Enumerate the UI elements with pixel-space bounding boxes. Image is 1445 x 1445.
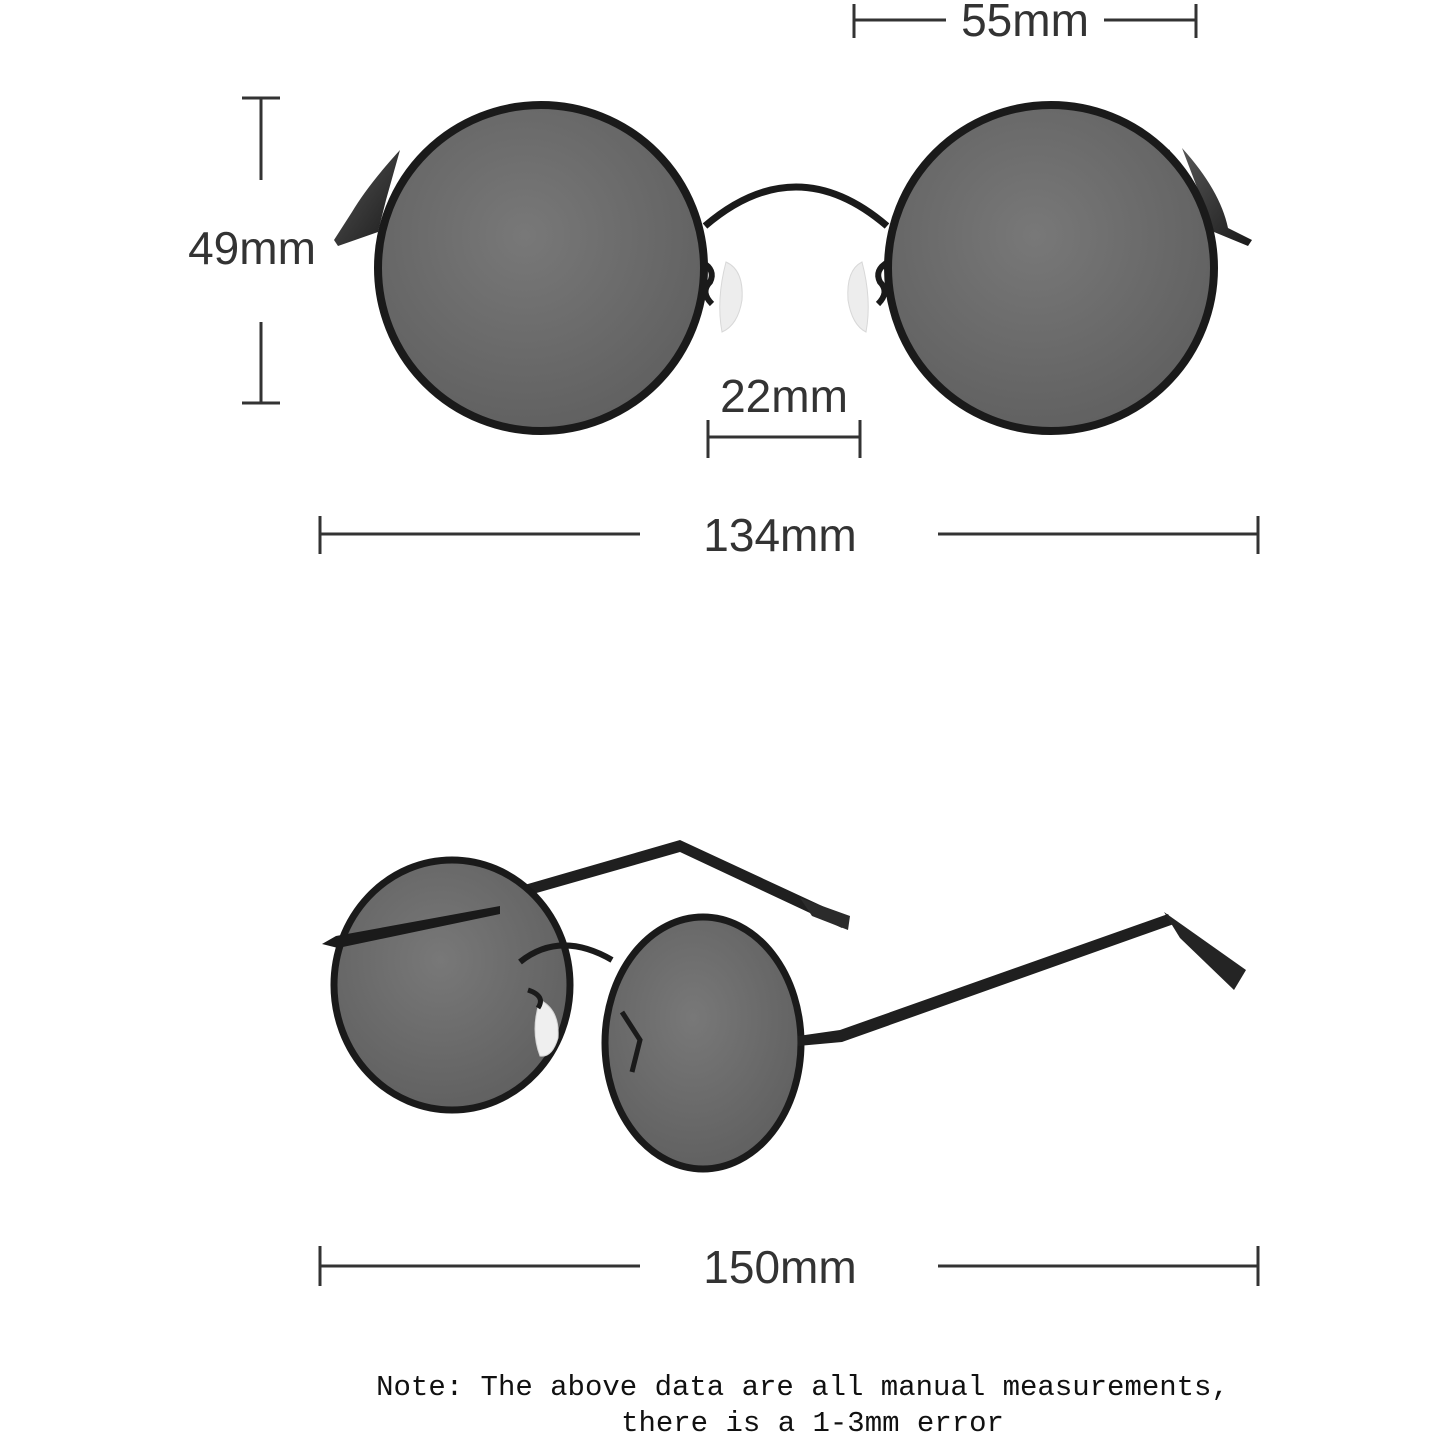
- near-temple: [798, 914, 1174, 1046]
- measurement-note-line-2: there is a 1-3mm error: [621, 1407, 1004, 1440]
- right-nose-pad: [848, 262, 868, 332]
- lens-height-label: 49mm: [188, 222, 316, 274]
- side-right-lens: [605, 917, 801, 1169]
- near-temple-tip: [1164, 912, 1246, 990]
- left-lens: [378, 105, 704, 431]
- temple-length-label: 150mm: [703, 1241, 857, 1293]
- side-view-glasses: [322, 840, 1246, 1169]
- bridge: [705, 187, 887, 226]
- lens-width-label: 55mm: [961, 0, 1089, 46]
- side-left-lens: [334, 860, 570, 1110]
- bridge-width-dimension: [708, 420, 860, 458]
- bridge-width-label: 22mm: [720, 370, 848, 422]
- far-temple-tip: [800, 898, 850, 930]
- measurement-note-line-1: Note: The above data are all manual measurements,: [376, 1371, 1229, 1404]
- frame-width-label: 134mm: [703, 509, 857, 561]
- right-lens: [888, 105, 1214, 431]
- left-nose-pad: [720, 262, 742, 332]
